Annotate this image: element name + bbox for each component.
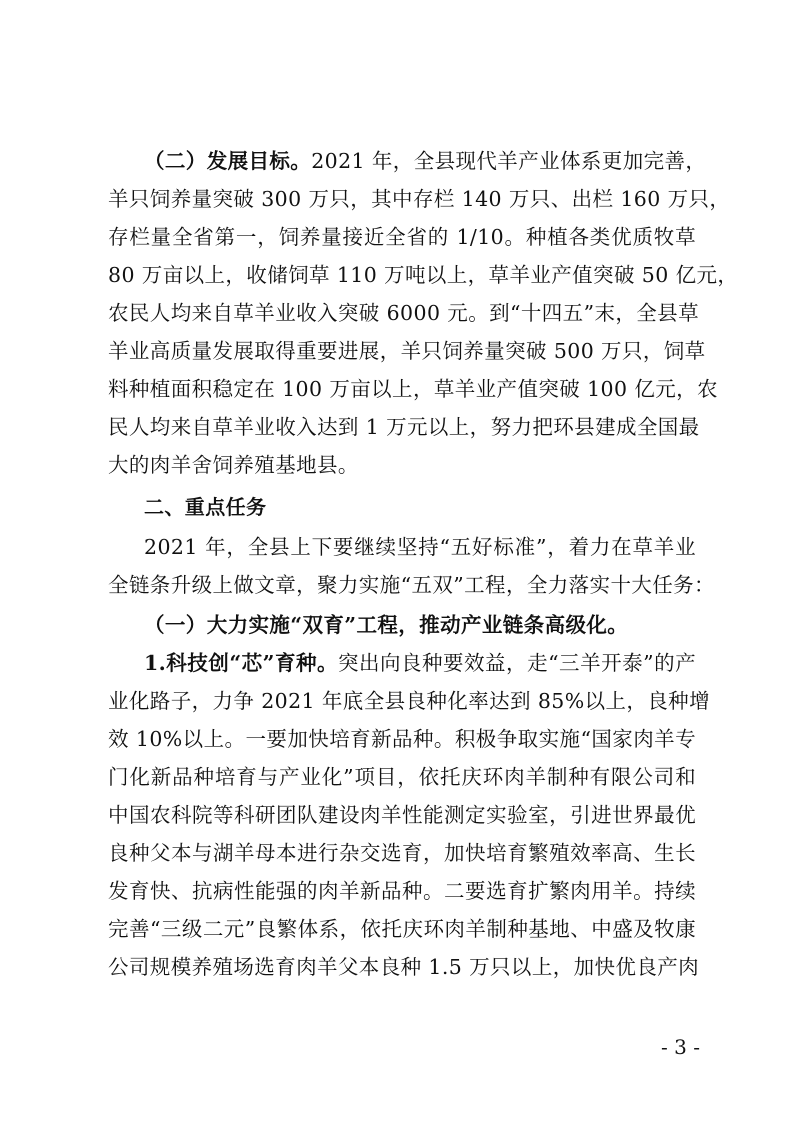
paragraph-line: 民人均来自草羊业收入达到 1 万元以上，努力把环县建成全国最: [108, 415, 700, 439]
paragraph-line: 羊只饲养量突破 300 万只，其中存栏 140 万只、出栏 160 万只，: [108, 187, 731, 211]
paragraph-line: 门化新品种培育与产业化”项目，依托庆环肉羊制种有限公司和: [108, 765, 696, 789]
paragraph-line: 料种植面积稳定在 100 万亩以上，草羊业产值突破 100 亿元，农: [108, 377, 718, 401]
paragraph-line: 存栏量全省第一，饲养量接近全省的 1/10。种植各类优质牧草: [108, 225, 696, 249]
paragraph-line: 效 10%以上。一要加快培育新品种。积极争取实施“国家肉羊专: [108, 727, 696, 751]
paragraph-line: 发育快、抗病性能强的肉羊新品种。二要选育扩繁肉用羊。持续: [108, 879, 696, 903]
paragraph-line: 全链条升级上做文章，聚力实施“五双”工程，全力落实十大任务：: [108, 573, 715, 597]
paragraph-line: 农民人均来自草羊业收入突破 6000 元。到“十四五”末，全县草: [108, 301, 699, 325]
paragraph-line: 80 万亩以上，收储饲草 110 万吨以上，草羊业产值突破 50 亿元，: [108, 263, 739, 287]
subsection-heading: （一）大力实施“双育”工程，推动产业链条高级化。: [144, 613, 629, 637]
paragraph-line: 羊业高质量发展取得重要进展，羊只饲养量突破 500 万只，饲草: [108, 339, 706, 363]
paragraph-line: 公司规模养殖场选育肉羊父本良种 1.5 万只以上，加快优良产肉: [108, 955, 700, 979]
page-number: - 3 -: [661, 1035, 700, 1059]
body-text: 突出向良种要效益，走“三羊开泰”的产: [337, 651, 696, 675]
paragraph-line: 中国农科院等科研团队建设肉羊性能测定实验室，引进世界最优: [108, 803, 696, 827]
item-heading-inline: 1.科技创“芯”育种。: [144, 651, 338, 675]
section-heading-inline: （二）发展目标。: [144, 149, 312, 173]
paragraph-line: 业化路子，力争 2021 年底全县良种化率达到 85%以上，良种增: [108, 689, 710, 713]
paragraph-line: 完善“三级二元”良繁体系，依托庆环肉羊制种基地、中盛及牧康: [108, 917, 696, 941]
paragraph-line: [144, 646, 696, 680]
section-heading: 二、重点任务: [144, 495, 267, 519]
paragraph-line: 良种父本与湖羊母本进行杂交选育，加快培育繁殖效率高、生长: [108, 841, 696, 865]
paragraph-line: [144, 144, 707, 178]
paragraph-line: 大的肉羊舍饲养殖基地县。: [108, 453, 359, 477]
paragraph-line: 2021 年，全县上下要继续坚持“五好标准”，着力在草羊业: [144, 535, 696, 559]
body-text: 2021 年，全县现代羊产业体系更加完善，: [311, 149, 707, 173]
